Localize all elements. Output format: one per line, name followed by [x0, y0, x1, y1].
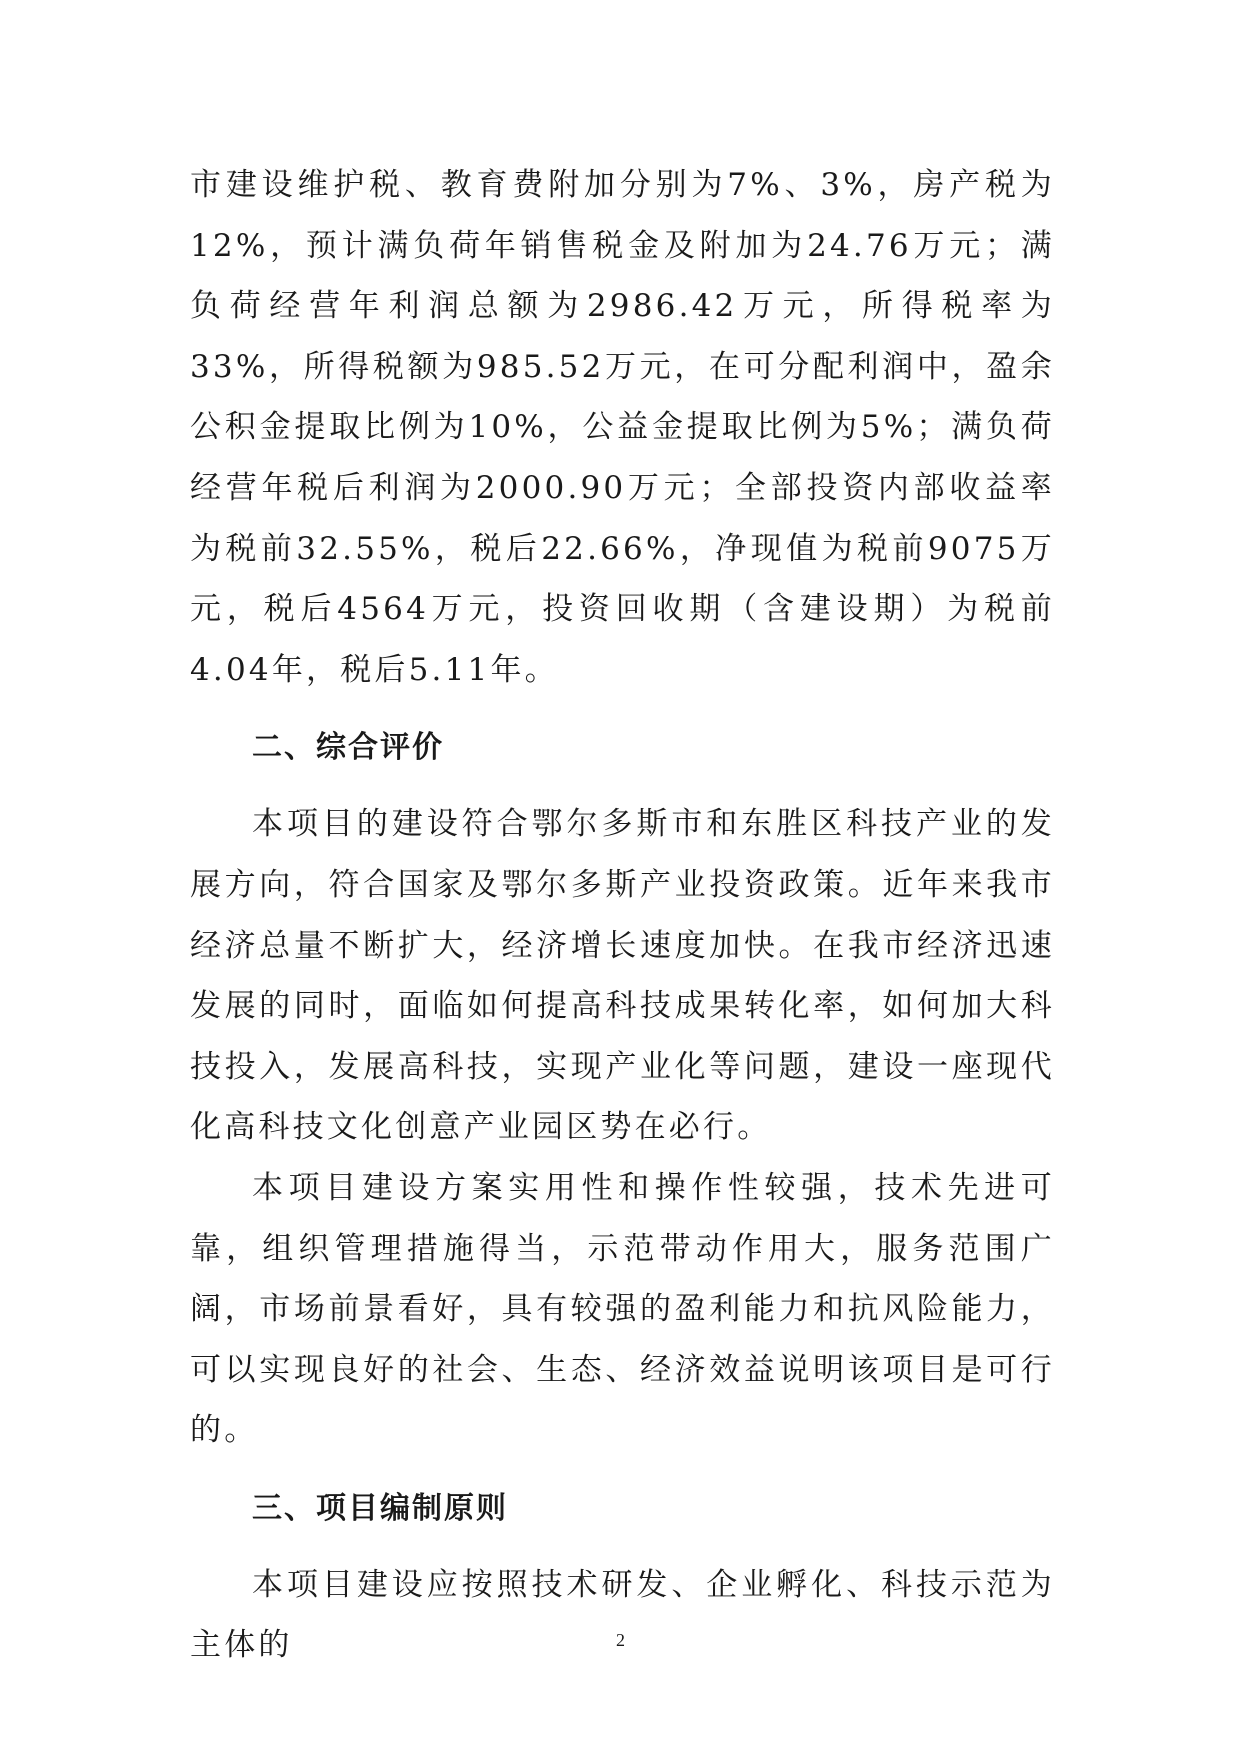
section-heading-comprehensive-evaluation: 二、综合评价 — [252, 730, 444, 766]
paragraph-project-feasibility: 本项目建设方案实用性和操作性较强，技术先进可靠，组织管理措施得当，示范带动作用大，服务范围广阔，市场前景看好，具有较强的盈利能力和抗风险能力，可以实现良好的社会、生态、经济效益说明该项目是可行的。 — [190, 1169, 1055, 1449]
page-number: 2 — [616, 1630, 625, 1650]
section-heading-compilation-principles: 三、项目编制原则 — [252, 1490, 508, 1526]
paragraph-construction-principle: 本项目建设应按照技术研发、企业孵化、科技示范为主体的 — [190, 1566, 1055, 1664]
document-body — [190, 155, 1055, 1676]
paragraph-project-alignment: 本项目的建设符合鄂尔多斯市和东胜区科技产业的发展方向，符合国家及鄂尔多斯产业投资政策。近年来我市经济总量不断扩大，经济增长速度加快。在我市经济迅速发展的同时，面临如何提高科技成果转化率，如何加大科技投入，发展高科技，实现产业化等问题，建设一座现代化高科技文化创意产业园区势在必行。 — [190, 806, 1055, 1146]
paragraph-financial-summary: 市建设维护税、教育费附加分别为7%、3%，房产税为12%，预计满负荷年销售税金及附加为24.76万元；满负荷经营年利润总额为2986.42万元，所得税率为33%，所得税额为985.52万元，在可分配利润中，盈余公积金提取比例为10%，公益金提取比例为5%；满负荷经营年税后利润为2000.90万元；全部投资内部收益率为税前32.55%，税后22.66%，净现值为税前9075万元，税后4564万元，投资回收期（含建设期）为税前4.04年，税后5.11年。 — [190, 167, 1055, 688]
